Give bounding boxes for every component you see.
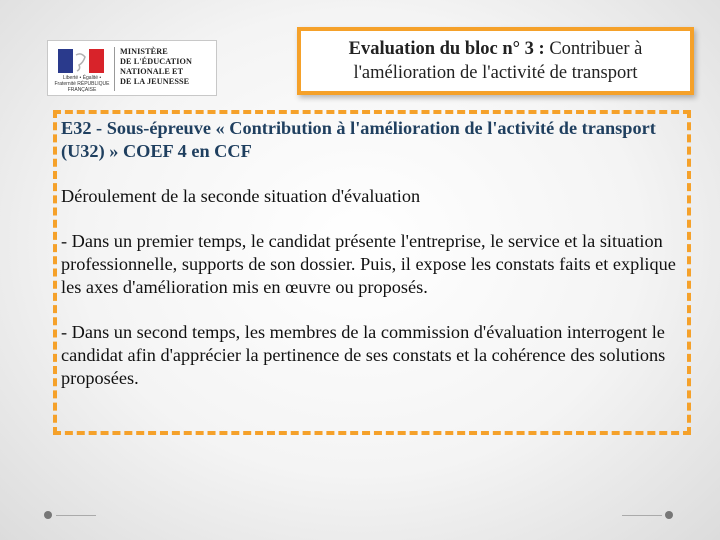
ministry-name [120,47,216,87]
republic-motto: Liberté • Égalité • Fraternité RÉPUBLIQUE FRANÇAISE [54,75,110,93]
marianne-flag-icon [58,49,104,73]
title-line-2: l'amélioration de l'activité de transport [353,63,638,83]
title-bold: Evaluation du bloc n° 3 : [348,39,545,59]
decor-dot-right [665,511,673,519]
ministry-line-4: DE LA JEUNESSE [120,77,190,86]
subtest-heading: E32 - Sous-épreuve « Contribution à l'amélioration de l'activité de transport (U32) » COEF 4 en CCF [61,118,656,161]
ministry-line-1: MINISTÈRE [120,47,168,56]
ministry-line-3: NATIONALE ET [120,67,184,76]
paragraph-first-step: - Dans un premier temps, le candidat présente l'entreprise, le service et la situation professionnelle, supports de son dossier. Puis, il expose les constats faits et explique les axes d'amélioration mis en œuvre ou proposés. [61,231,676,297]
decor-line-left [56,515,96,516]
ministry-logo [47,40,217,96]
decor-line-right [622,515,662,516]
paragraph-second-step: - Dans un second temps, les membres de la commission d'évaluation interrogent le candidat afin d'apprécier la pertinence de ses constats et la cohérence des solutions proposées. [61,322,666,388]
slide-body [61,117,681,390]
logo-divider [114,47,115,91]
ministry-line-2: DE L'ÉDUCATION [120,57,192,66]
section-heading: Déroulement de la seconde situation d'évaluation [61,186,421,206]
decor-dot-left [44,511,52,519]
slide-title [297,27,694,95]
title-rest: Contribuer à [544,39,643,59]
